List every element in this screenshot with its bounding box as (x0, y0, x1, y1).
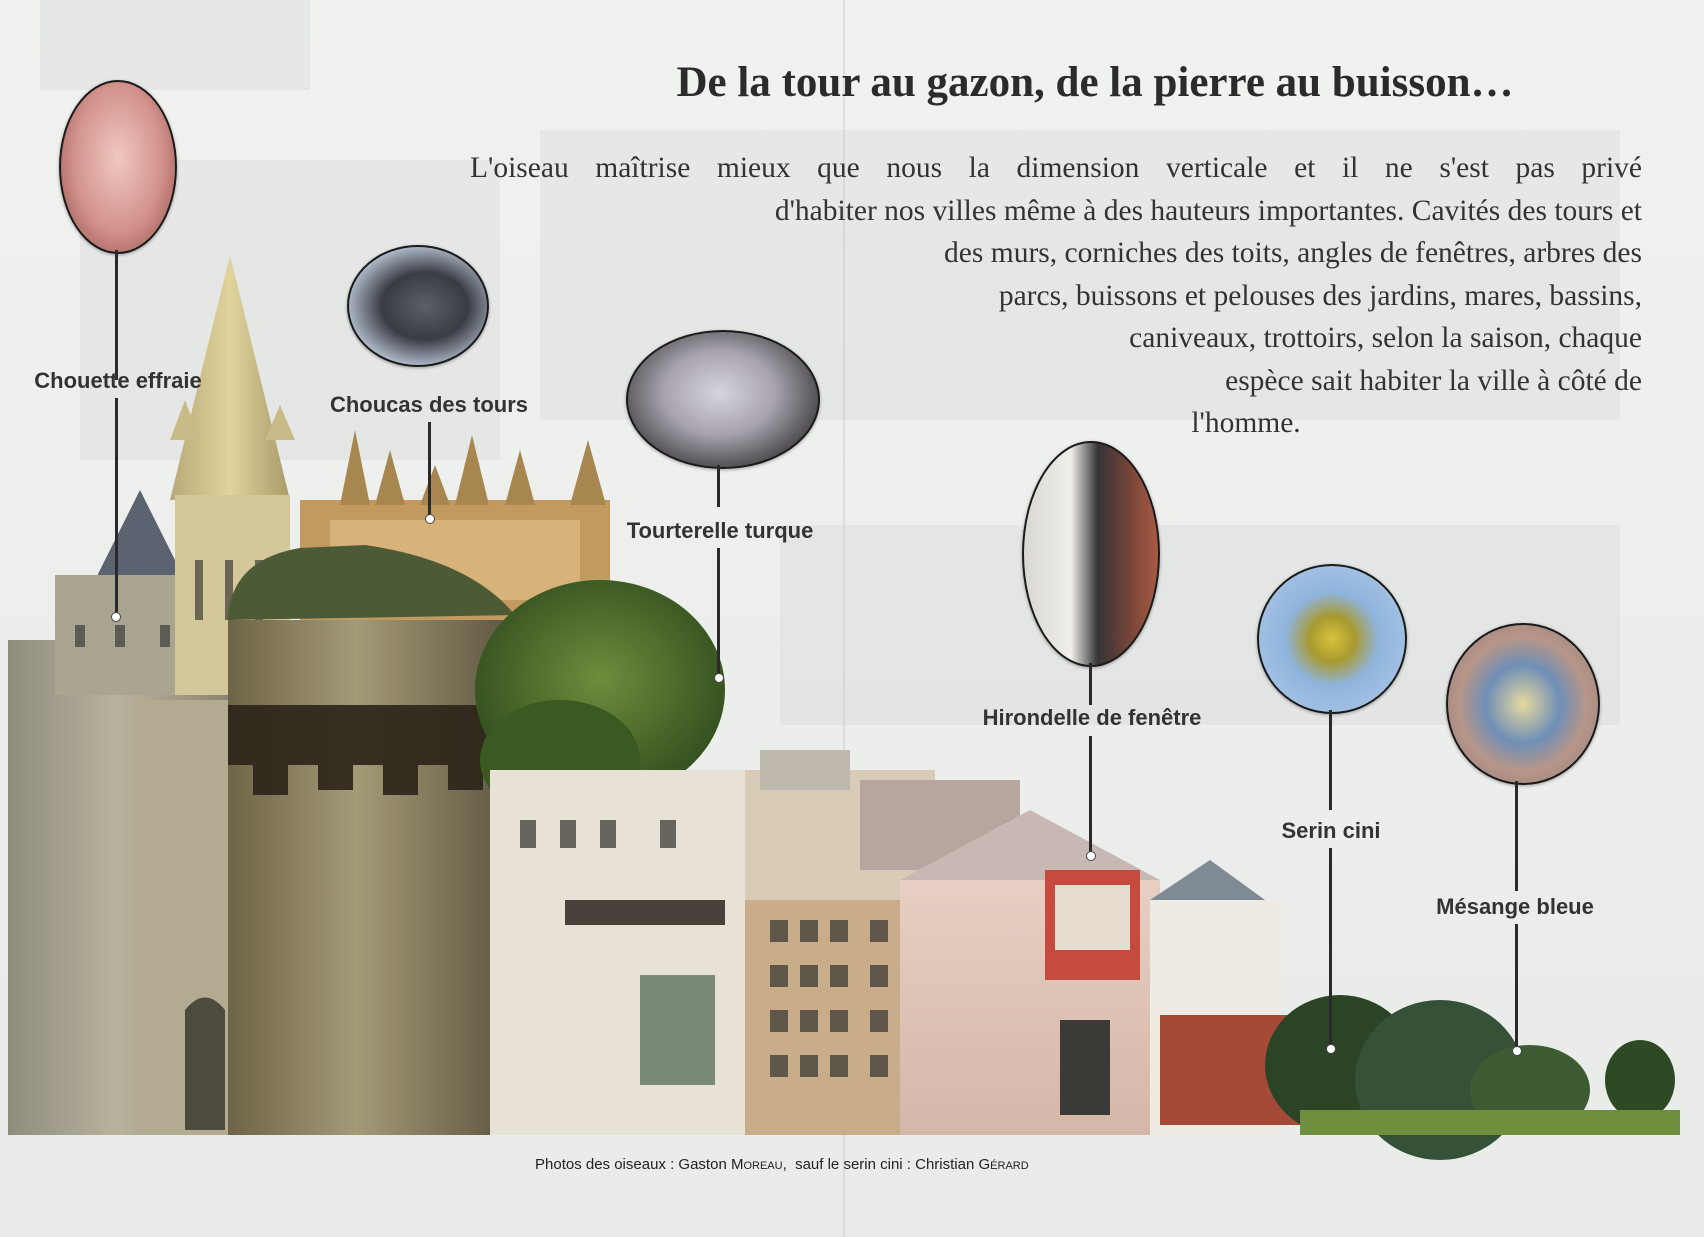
credit-middle: , sauf le serin cini : Christian (782, 1156, 979, 1173)
leader-line (115, 250, 118, 380)
pink-villa (900, 810, 1310, 1135)
photo-credit (535, 1156, 1029, 1173)
intro-line: des murs, corniches des toits, angles de fenêtres, arbres des (944, 237, 1642, 269)
leader-line (428, 422, 431, 517)
leader-line (115, 398, 118, 616)
bird-label-choucas-des-tours: Choucas des tours (329, 392, 529, 417)
nest-marker (111, 612, 121, 622)
bird-label-serin-cini: Serin cini (1281, 818, 1381, 843)
leader-line (1329, 710, 1332, 810)
nest-marker (425, 514, 435, 524)
garden-trees (1265, 995, 1680, 1160)
leader-line (717, 465, 720, 507)
intro-line: L'oiseau maîtrise mieux que nous la dimension verticale et il ne s'est pas privé (470, 152, 1642, 184)
leader-line (1329, 848, 1332, 1046)
jackdaw-photo (347, 245, 489, 367)
bird-label-chouette-effraie: Chouette effraie (34, 368, 202, 393)
nest-marker (714, 673, 724, 683)
nest-marker (1086, 851, 1096, 861)
round-tower (228, 545, 515, 1135)
credit-name1-rest: OREAU (743, 1160, 783, 1172)
bird-label-tourterelle-turque: Tourterelle turque (626, 518, 814, 543)
credit-prefix: Photos des oiseaux : Gaston (535, 1156, 731, 1173)
leader-line (1515, 924, 1518, 1049)
leader-line (1089, 736, 1092, 854)
credit-name1-initial: M (730, 1156, 744, 1173)
bird-label-mesange-bleue: Mésange bleue (1436, 894, 1594, 919)
house-martin-photo (1022, 441, 1160, 667)
leader-line (717, 548, 720, 676)
intro-line: caniveaux, trottoirs, selon la saison, chaque (1129, 322, 1642, 354)
collared-dove-photo (626, 330, 820, 469)
serin-photo (1257, 564, 1407, 714)
leader-line (1515, 781, 1518, 891)
leader-line (1089, 663, 1092, 705)
nest-marker (1512, 1046, 1522, 1056)
credit-name2-initial: G (978, 1156, 991, 1173)
intro-line: d'habiter nos villes même à des hauteurs importantes. Cavités des tours et (774, 194, 1642, 227)
intro-line: parcs, buissons et pelouses des jardins, mares, bassins, (998, 279, 1642, 312)
barn-owl-photo (59, 80, 177, 254)
page-title: De la tour au gazon, de la pierre au buisson… (676, 59, 1514, 106)
credit-name2-rest: ÉRARD (990, 1160, 1029, 1172)
bird-label-hirondelle-de-fenetre: Hirondelle de fenêtre (982, 705, 1202, 730)
blue-tit-photo (1446, 623, 1600, 785)
intro-line: l'homme. (1191, 407, 1301, 439)
intro-line: espèce sait habiter la ville à côté de (1225, 364, 1642, 397)
nest-marker (1326, 1044, 1336, 1054)
